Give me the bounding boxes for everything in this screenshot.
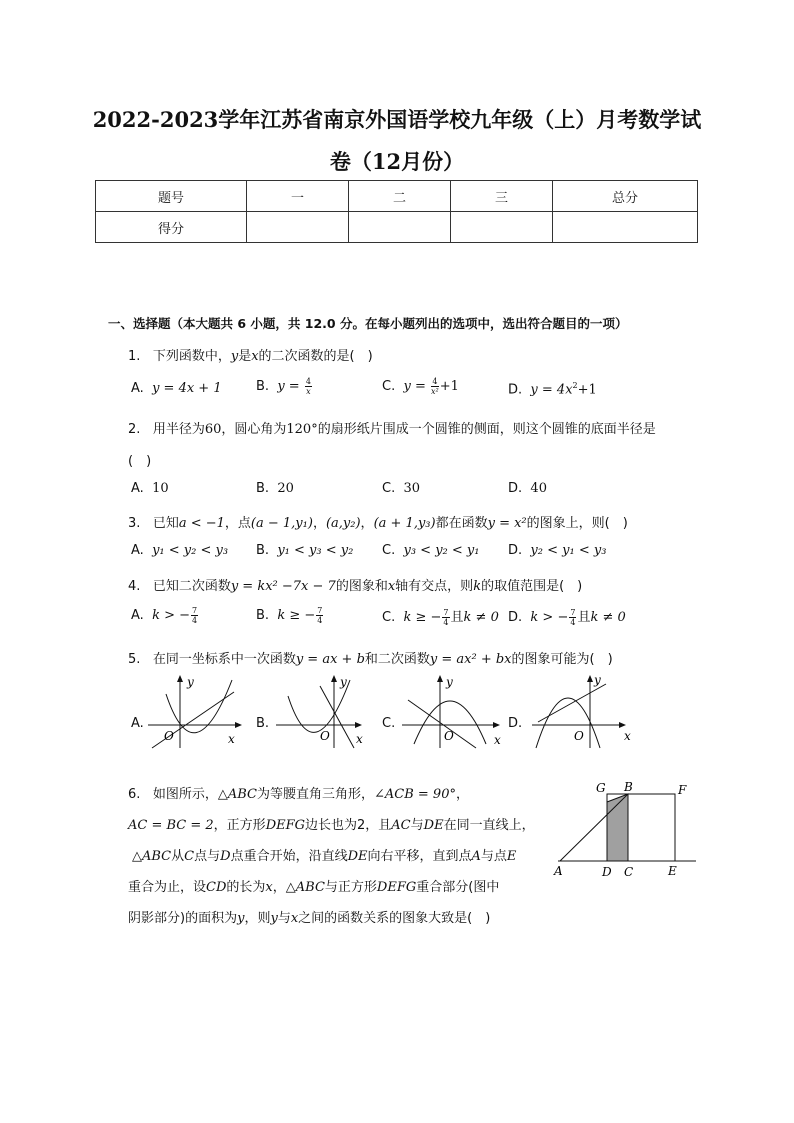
option-value: 20: [277, 481, 294, 496]
q3-option-a: [131, 543, 228, 558]
option-value: k ≥ −: [277, 608, 316, 623]
fraction-denominator: x²: [431, 387, 439, 396]
option-label: A.: [131, 543, 144, 558]
q3-text: ，点: [224, 516, 251, 531]
q6-math: CD: [206, 880, 227, 895]
q6-math: DEFG: [265, 818, 306, 833]
q6-math: C: [184, 849, 195, 864]
axis-y-label: y: [340, 675, 347, 689]
q4-text: 已知二次函数: [152, 579, 231, 594]
option-label: B.: [256, 543, 270, 558]
q6-figure: [548, 776, 700, 882]
option-value: y₃ < y₂ < y₁: [403, 543, 480, 558]
q5-option-d-label: D.: [508, 716, 523, 731]
q6-text: ，正方形: [213, 818, 266, 833]
exam-title-line2: 卷（12月份）: [329, 149, 465, 174]
option-value: k > −: [152, 608, 190, 623]
q5-graph-d: [530, 672, 636, 750]
q6-text: 之间的函数关系的图象大致是( ): [298, 911, 491, 926]
q6-text: 与正方形: [324, 880, 377, 895]
axis-x-label: x: [356, 732, 363, 746]
q3-text: 都在函数: [435, 516, 488, 531]
q1-option-d: [508, 381, 597, 397]
origin-label: O: [444, 729, 454, 743]
q5-text: 的图象可能为( ): [511, 652, 613, 667]
q2-text: 用半径为: [152, 422, 205, 437]
option-value: +1: [439, 379, 459, 394]
q6-math: y: [237, 911, 245, 926]
q5-option-b-label: B.: [256, 716, 270, 731]
q6-text: 在同一直线上，: [443, 818, 535, 833]
option-label: A.: [131, 381, 144, 396]
point-d-label: D: [602, 865, 612, 879]
q6-math: D: [220, 849, 231, 864]
option-label: C.: [382, 610, 396, 625]
score-table-header-cell: 总分: [553, 181, 698, 212]
score-table-header-cell: 二: [349, 181, 451, 212]
q5-text: 和二次函数: [364, 652, 430, 667]
x-axis-arrow: [493, 722, 500, 728]
point-e-label: E: [668, 864, 677, 878]
point-c-label: C: [624, 865, 634, 879]
q6-text: ，: [272, 880, 286, 895]
option-value: 且: [577, 610, 591, 625]
q3-text: ，: [312, 516, 326, 531]
axis-y-label: y: [187, 675, 194, 689]
q2-option-c: [382, 481, 420, 496]
option-value: y₁ < y₃ < y₂: [277, 543, 354, 558]
question-4-stem: [128, 575, 582, 594]
question-6-line3: [132, 845, 516, 864]
q6-text: 重合为止，设: [128, 880, 207, 895]
fraction: [191, 606, 198, 625]
q4-text: 的取值范围是( ): [481, 579, 583, 594]
q4-text: 轴有交点，则: [395, 579, 474, 594]
q6-math: A: [471, 849, 481, 864]
score-table-header-row: [96, 181, 698, 212]
fraction-numerator: 4: [305, 377, 311, 386]
fraction-denominator: x: [306, 387, 311, 396]
score-table-header-cell: 一: [247, 181, 349, 212]
q6-text: 点与: [194, 849, 221, 864]
score-table-header-cell: 三: [451, 181, 553, 212]
q3-math: a < −1: [178, 516, 225, 531]
score-table-score-row: [96, 212, 698, 243]
y-axis-arrow: [331, 675, 337, 682]
option-label: B.: [256, 481, 270, 496]
q5-math: y = ax + b: [295, 652, 365, 667]
option-label: D.: [508, 481, 523, 496]
axis-x-label: x: [624, 729, 631, 743]
q2-option-a: [131, 481, 169, 496]
q4-math: y = kx² −7x − 7: [230, 579, 336, 594]
option-value: 40: [530, 481, 547, 496]
q2-value: 120°: [286, 422, 318, 437]
q6-math: DE: [423, 818, 444, 833]
q5-graph-c: [400, 672, 506, 750]
point-f-label: F: [678, 783, 687, 797]
q3-text: ，: [360, 516, 374, 531]
fraction: [569, 608, 576, 627]
section-heading: 一、选择题（本大题共 6 小题，共 12.0 分。在每小题列出的选项中，选出符合题目的一项）: [108, 316, 628, 331]
q1-var: x: [251, 349, 259, 364]
q6-text: 边长也为2，且: [305, 818, 392, 833]
q3-math: y = x²: [487, 516, 527, 531]
option-value: 30: [403, 481, 421, 496]
q6-math: △ABC: [132, 849, 172, 864]
fraction-numerator: 7: [570, 608, 576, 617]
q5-option-c-label: C.: [382, 716, 396, 731]
option-label: D.: [508, 382, 523, 398]
q2-text: 的扇形纸片围成一个圆锥的侧面，则这个圆锥的底面半径是: [317, 422, 656, 437]
fraction: [431, 377, 439, 396]
q3-math: (a + 1,y₃): [373, 516, 436, 531]
fraction-denominator: 4: [570, 618, 576, 627]
q3-math: (a,y₂): [325, 516, 361, 531]
origin-label: O: [574, 729, 584, 743]
y-axis-arrow: [587, 675, 593, 682]
q3-text: 的图象上，则( ): [526, 516, 628, 531]
point-g-label: G: [596, 781, 606, 795]
q1-text: 下列函数中，: [152, 349, 231, 364]
question-6-line5: [128, 907, 490, 926]
q3-text: 已知: [152, 516, 179, 531]
point-a-label: A: [554, 864, 563, 878]
q4-option-a: [131, 606, 199, 625]
option-value: y₁ < y₂ < y₃: [152, 543, 229, 558]
fraction-numerator: 7: [317, 606, 323, 615]
option-value: k ≠ 0: [590, 610, 626, 625]
x-axis-arrow: [235, 722, 242, 728]
q6-text: ，则: [244, 911, 271, 926]
y-axis-arrow: [177, 675, 183, 682]
q5-math: y = ax² + bx: [429, 652, 512, 667]
q6-math: DEFG: [376, 880, 417, 895]
question-number: 5.: [128, 652, 141, 667]
option-value: y₂ < y₁ < y₃: [530, 543, 607, 558]
option-label: A.: [131, 481, 144, 496]
q6-math: △ABC: [285, 880, 325, 895]
q1-var: y: [230, 349, 239, 364]
fraction: [305, 377, 312, 396]
q3-option-c: [382, 543, 479, 558]
fraction-numerator: 7: [443, 608, 449, 617]
q4-math: k: [473, 579, 482, 594]
option-label: B.: [256, 608, 270, 623]
q6-text: 如图所示，: [152, 787, 218, 802]
q2-option-b: [256, 481, 294, 496]
option-value: 10: [152, 481, 169, 496]
q4-text: 的图象和: [335, 579, 388, 594]
q5-graph-b: [274, 672, 374, 750]
score-table-header-cell: 题号: [96, 181, 247, 212]
q6-math: DE: [347, 849, 368, 864]
fraction-denominator: 4: [443, 618, 449, 627]
q6-text: 向右平移，直到点: [367, 849, 472, 864]
question-number: 6.: [128, 787, 141, 802]
score-cell: [553, 212, 698, 243]
q6-math: AC = BC = 2: [128, 818, 214, 833]
q6-math: x: [290, 911, 299, 926]
question-1-stem: [128, 345, 373, 364]
q6-text: 的长为: [226, 880, 266, 895]
q2-value: 60: [204, 422, 222, 437]
q1-option-b: [256, 377, 313, 396]
x-axis-arrow: [355, 722, 362, 728]
score-cell: [247, 212, 349, 243]
score-cell: [349, 212, 451, 243]
score-cell: [451, 212, 553, 243]
option-value: +1: [577, 382, 597, 398]
q1-option-a: [131, 381, 222, 396]
option-label: C.: [382, 543, 396, 558]
y-axis-arrow: [437, 675, 443, 682]
q6-text: 阴影部分)的面积为: [128, 911, 238, 926]
axis-x-label: x: [494, 733, 501, 747]
fraction-numerator: 7: [192, 606, 198, 615]
option-value: y =: [277, 379, 300, 394]
option-value: k ≠ 0: [463, 610, 499, 625]
question-number: 4.: [128, 579, 141, 594]
line-graph: [538, 684, 606, 722]
option-value: 且: [450, 610, 464, 625]
q6-text: 点重合开始，沿直线: [230, 849, 348, 864]
fraction-numerator: 4: [432, 377, 438, 386]
q5-option-a-label: A.: [131, 716, 144, 731]
score-table: [95, 180, 698, 243]
q6-math: ∠ACB = 90°: [373, 787, 456, 802]
exponent: 2: [572, 381, 578, 390]
option-value: y =: [403, 379, 426, 394]
question-3-stem: [128, 512, 628, 531]
option-label: D.: [508, 543, 523, 558]
fraction-denominator: 4: [192, 616, 198, 625]
q6-text: 为等腰直角三角形，: [256, 787, 374, 802]
q1-text: 是: [238, 349, 252, 364]
q1-option-c: [382, 377, 459, 396]
origin-label: O: [164, 729, 174, 743]
question-number: 2.: [128, 422, 141, 437]
option-label: D.: [508, 610, 523, 625]
q4-option-c: [382, 606, 499, 627]
exam-title-line1: 2022-2023学年江苏省南京外国语学校九年级（上）月考数学试: [92, 107, 702, 132]
q2-option-d: [508, 481, 547, 496]
q5-text: 在同一坐标系中一次函数: [152, 652, 296, 667]
q3-option-d: [508, 543, 606, 558]
question-2-stem: [128, 418, 656, 437]
option-label: B.: [256, 379, 270, 394]
question-6-line2: [128, 814, 535, 833]
fraction: [442, 608, 449, 627]
score-table-row-label: 得分: [96, 212, 247, 243]
axis-y-label: y: [594, 673, 601, 687]
question-number: 3.: [128, 516, 141, 531]
q6-text: 与点: [480, 849, 507, 864]
q6-text: ，: [455, 787, 469, 802]
q1-text: 的二次函数的是( ): [258, 349, 373, 364]
q5-graph-a: [146, 672, 246, 750]
q3-math: (a − 1,y₁): [250, 516, 313, 531]
option-value: y = 4x + 1: [152, 381, 222, 396]
axis-y-label: y: [446, 675, 453, 689]
q4-option-d: [508, 606, 626, 627]
q4-option-b: [256, 606, 324, 625]
option-label: C.: [382, 481, 396, 496]
question-6-line4: [128, 876, 499, 895]
x-axis-arrow: [619, 722, 626, 728]
question-2-stem-cont: ( ): [128, 454, 152, 469]
q6-text: 从: [171, 849, 185, 864]
line-graph: [408, 700, 476, 748]
q6-math: △ABC: [217, 787, 257, 802]
q4-math: x: [387, 579, 396, 594]
axis-x-label: x: [228, 732, 235, 746]
q6-text: 与: [410, 818, 424, 833]
q2-text: ，圆心角为: [221, 422, 287, 437]
option-value: y = 4x: [530, 382, 573, 398]
fraction-denominator: 4: [317, 616, 323, 625]
q6-math: E: [506, 849, 517, 864]
question-5-stem: [128, 648, 613, 667]
option-value: k ≥ −: [403, 610, 442, 625]
q6-text: 与: [277, 911, 291, 926]
point-b-label: B: [624, 780, 633, 794]
question-6-line1: [128, 783, 469, 802]
q3-option-b: [256, 543, 353, 558]
q6-math: x: [265, 880, 273, 895]
option-value: k > −: [530, 610, 569, 625]
q6-math: y: [270, 911, 278, 926]
option-label: C.: [382, 379, 396, 394]
fraction: [316, 606, 323, 625]
option-label: A.: [131, 608, 144, 623]
origin-label: O: [320, 729, 330, 743]
q6-math: AC: [391, 818, 411, 833]
question-number: 1.: [128, 349, 141, 364]
q6-text: 重合部分(图中: [416, 880, 500, 895]
